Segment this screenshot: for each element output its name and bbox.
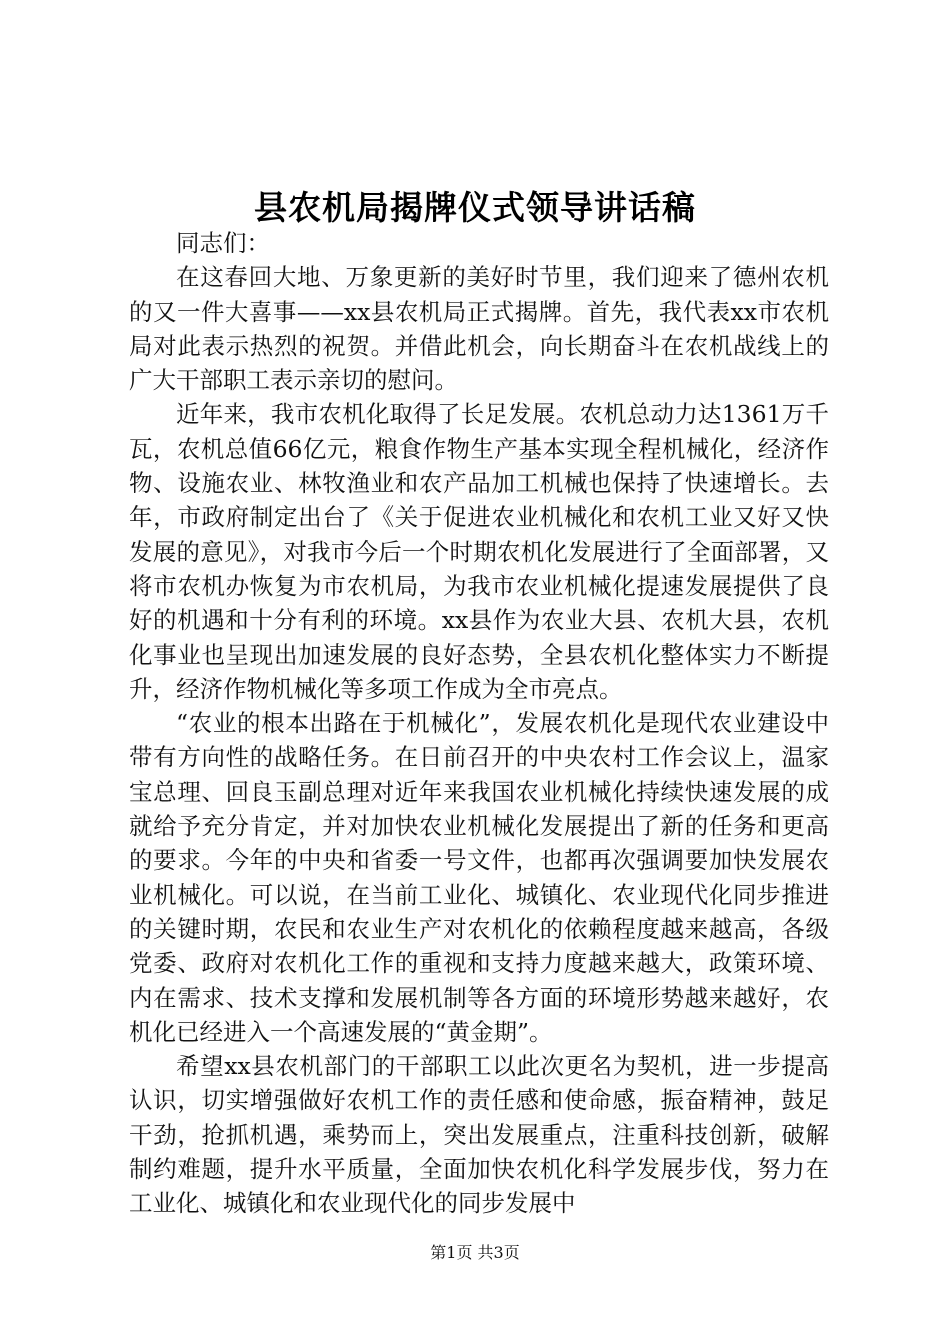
document-title: 县农机局揭牌仪式领导讲话稿: [254, 188, 696, 227]
document-body: [129, 226, 829, 1221]
greeting: 同志们：: [176, 229, 270, 257]
paragraph-4: 希望xx县农机部门的干部职工以此次更名为契机，进一步提高认识，切实增强做好农机工作的责任感和使命感，振奋精神，鼓足干劲，抢抓机遇，乘势而上，突出发展重点，注重科技创新，破解制约难题，提升水平质量，全面加快农机化科学发展步伐，努力在工业化、城镇化和农业现代化的同步发展中: [129, 1052, 829, 1218]
page-number-footer: 第1页 共3页: [430, 1243, 520, 1262]
paragraph-2: 近年来，我市农机化取得了长足发展。农机总动力达1361万千瓦，农机总值66亿元，粮食作物生产基本实现全程机械化，经济作物、设施农业、林牧渔业和农产品加工机械也保持了快速增长。去年，市政府制定出台了《关于促进农业机械化和农机工业又好又快发展的意见》，对我市今后一个时期农机化发展进行了全面部署，又将市农机办恢复为市农机局，为我市农业机械化提速发展提供了良好的机遇和十分有利的环境。xx县作为农业大县、农机大县，农机化事业也呈现出加速发展的良好态势，全县农机化整体实力不断提升，经济作物机械化等多项工作成为全市亮点。: [129, 400, 829, 703]
paragraph-1: 在这春回大地、万象更新的美好时节里，我们迎来了德州农机的又一件大喜事——xx县农机局正式揭牌。首先，我代表xx市农机局对此表示热烈的祝贺。并借此机会，向长期奋斗在农机战线上的广大干部职工表示亲切的慰问。: [129, 263, 829, 395]
paragraph-3: “农业的根本出路在于机械化”，发展农机化是现代农业建设中带有方向性的战略任务。在日前召开的中央农村工作会议上，温家宝总理、回良玉副总理对近年来我国农业机械化持续快速发展的成就给予充分肯定，并对加快农业机械化发展提出了新的任务和更高的要求。今年的中央和省委一号文件，也都再次强调要加快发展农业机械化。可以说，在当前工业化、城镇化、农业现代化同步推进的关键时期，农民和农业生产对农机化的依赖程度越来越高，各级党委、政府对农机化工作的重视和支持力度越来越大，政策环境、内在需求、技术支撑和发展机制等各方面的环境形势越来越好，农机化已经进入一个高速发展的“黄金期”。: [129, 709, 829, 1046]
